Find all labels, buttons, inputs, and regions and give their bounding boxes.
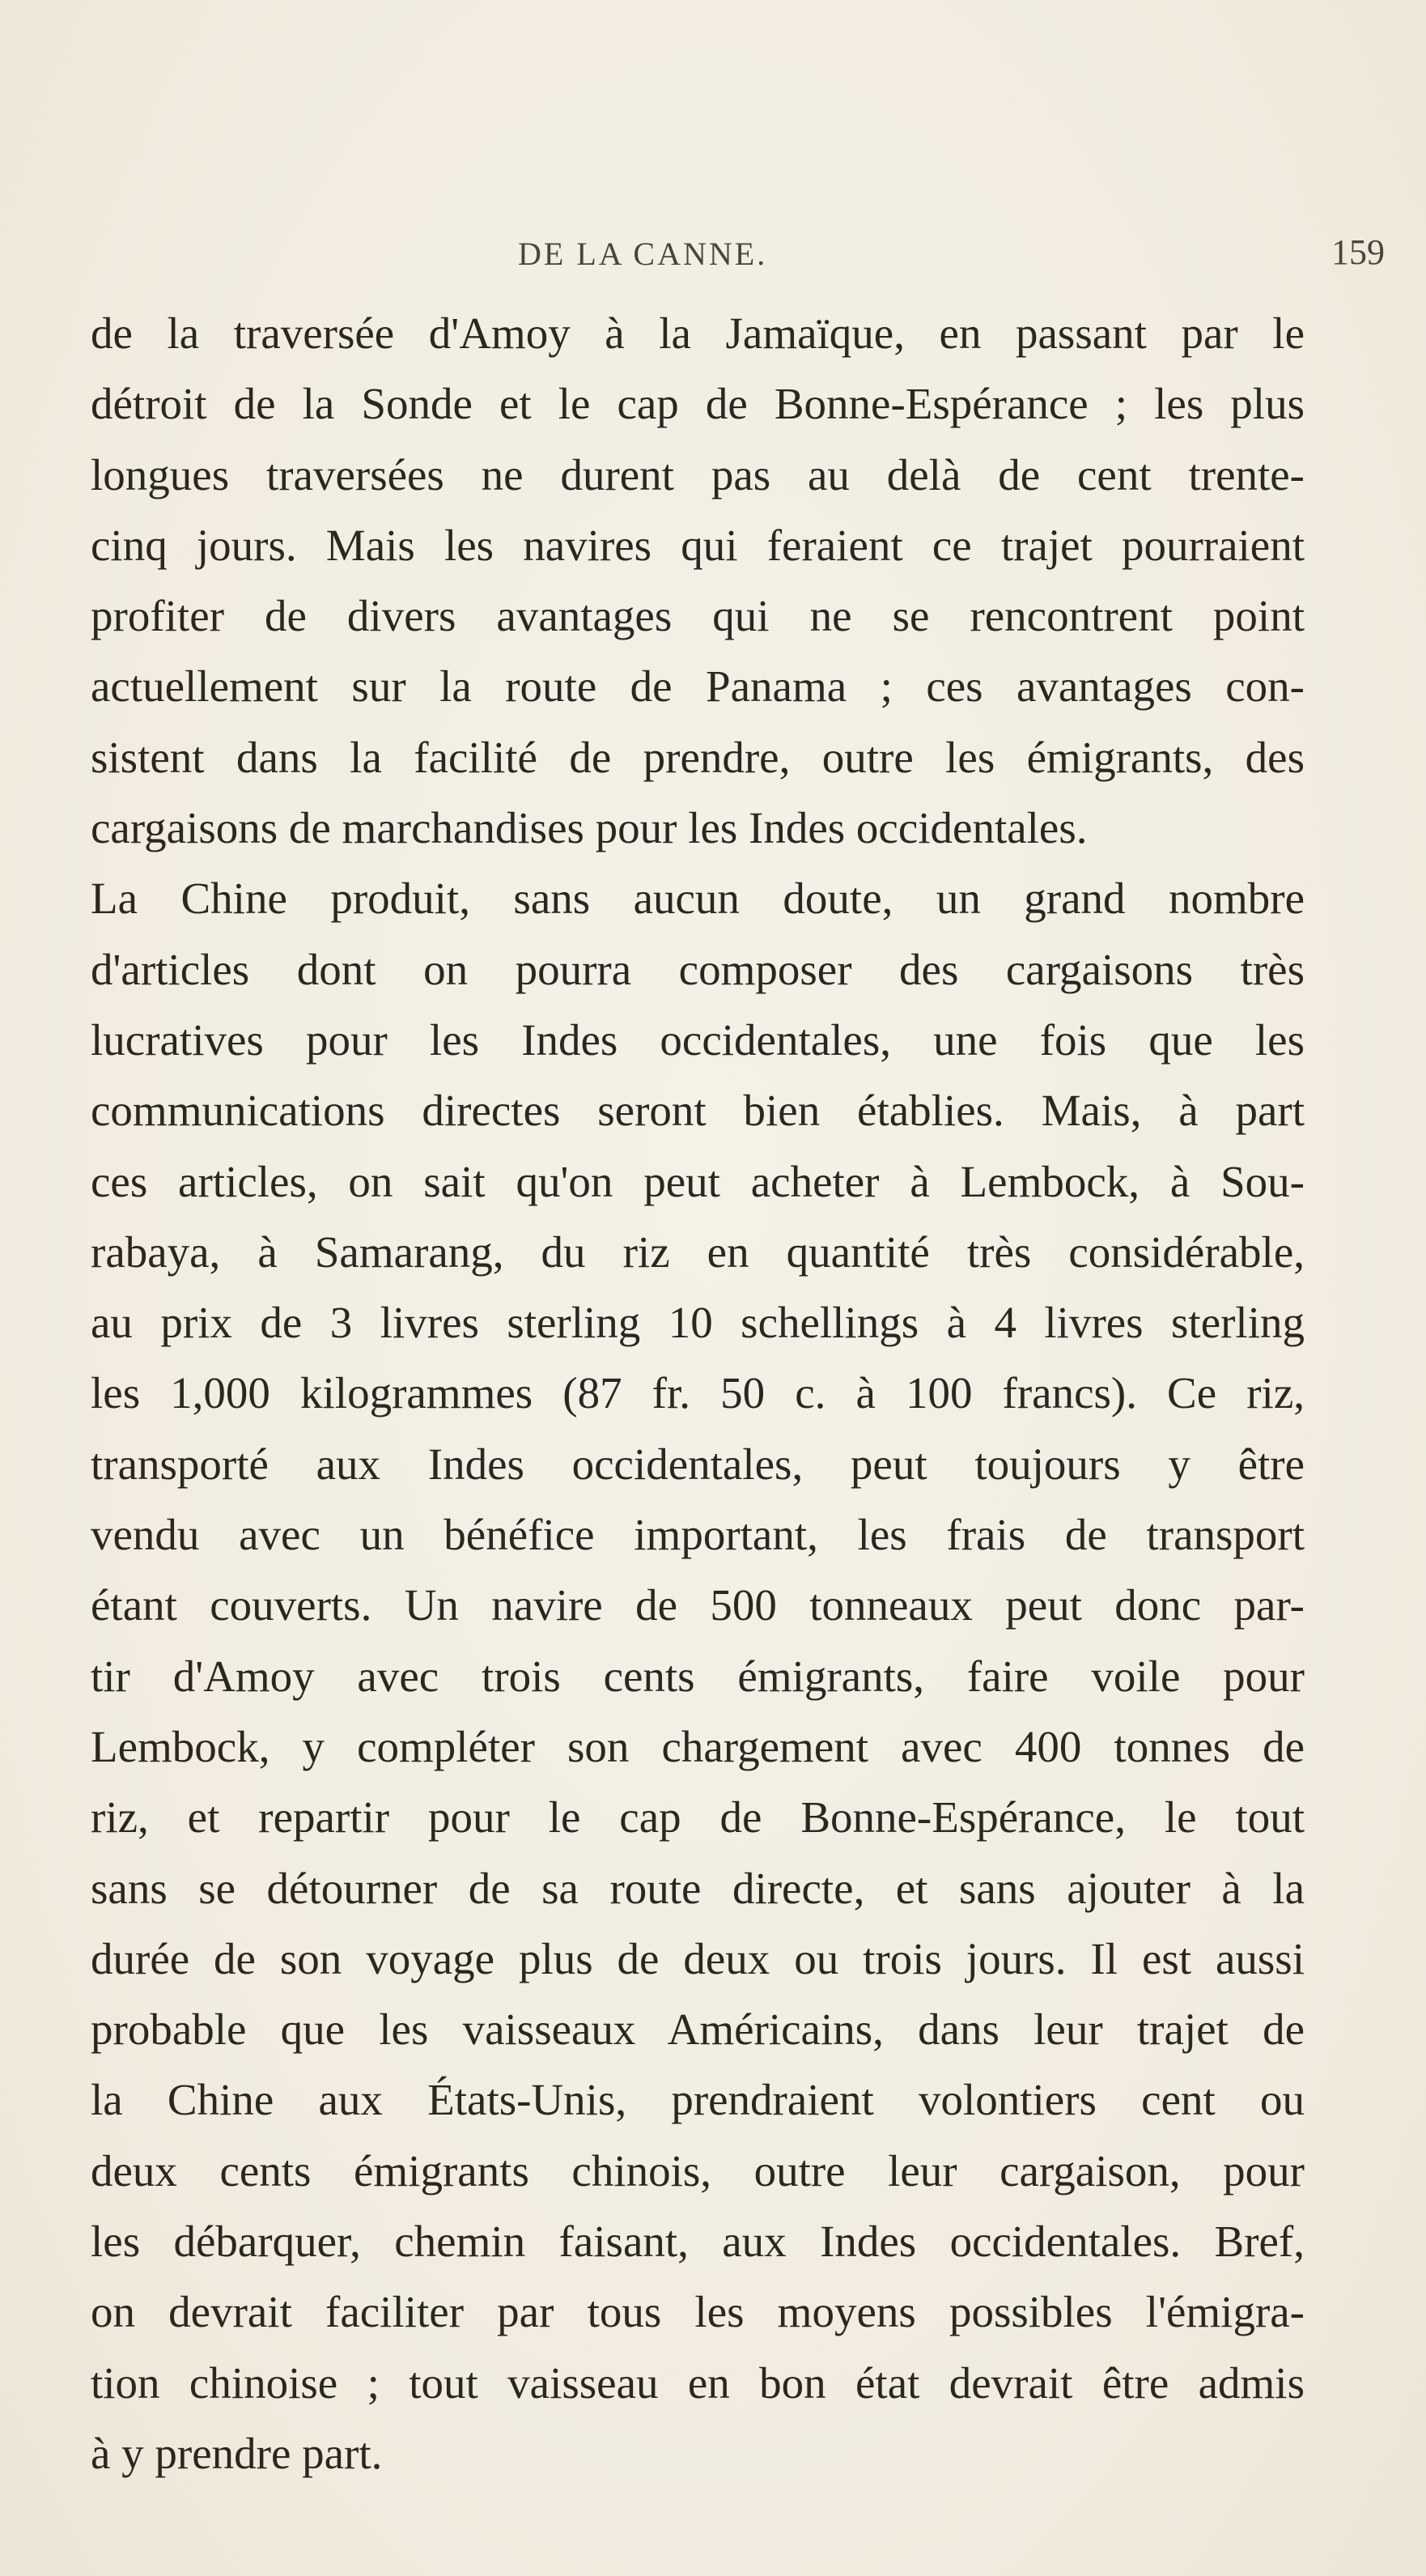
text-line: tion chinoise ; tout vaisseau en bon état devrait être admis <box>91 2357 1305 2408</box>
text-line: les débarquer, chemin faisant, aux Indes occidentales. Bref, <box>91 2217 1305 2267</box>
text-line: tir d'Amoy avec trois cents émigrants, faire voile pour <box>91 1651 1305 1701</box>
text-line: durée de son voyage plus de deux ou trois jours. Il est aussi <box>91 1933 1305 1983</box>
text-line: cinq jours. Mais les navires qui feraient ce trajet pourraient <box>91 520 1305 570</box>
text-line: sistent dans la facilité de prendre, outre les émigrants, des <box>91 732 1305 782</box>
text-line: riz, et repartir pour le cap de Bonne-Espérance, le tout <box>91 1792 1305 1843</box>
text-line: Lembock, y compléter son chargement avec 400 tonnes de <box>91 1721 1305 1771</box>
text-line: longues traversées ne durent pas au delà de cent trente- <box>91 449 1305 499</box>
text-line: probable que les vaisseaux Américains, dans leur trajet de <box>91 2004 1305 2055</box>
text-line: deux cents émigrants chinois, outre leur cargaison, pour <box>91 2145 1305 2196</box>
text-line: sans se détourner de sa route directe, et sans ajouter à la <box>91 1863 1305 1913</box>
text-line: la Chine aux États-Unis, prendraient volontiers cent ou <box>91 2075 1305 2125</box>
text-line: transporté aux Indes occidentales, peut toujours y être <box>91 1439 1305 1489</box>
text-line: vendu avec un bénéfice important, les frais de transport <box>91 1510 1305 1560</box>
page-number: 159 <box>1331 232 1385 272</box>
text-line: de la traversée d'Amoy à la Jamaïque, en passant par le <box>91 308 1305 358</box>
text-line: actuellement sur la route de Panama ; ces avantages con- <box>91 661 1305 712</box>
text-line: à y prendre part. <box>91 2428 383 2478</box>
text-line: on devrait faciliter par tous les moyens possibles l'émigra- <box>91 2287 1305 2337</box>
text-line: d'articles dont on pourra composer des cargaisons très <box>91 944 1305 994</box>
text-line: cargaisons de marchandises pour les Indes occidentales. <box>91 803 1088 853</box>
page-header <box>0 232 1426 283</box>
text-line: les 1,000 kilogrammes (87 fr. 50 c. à 100 francs). Ce riz, <box>91 1368 1305 1418</box>
text-line: profiter de divers avantages qui ne se rencontrent point <box>91 591 1305 641</box>
running-title: DE LA CANNE. <box>518 236 768 272</box>
text-line: La Chine produit, sans aucun doute, un grand nombre <box>91 874 1305 924</box>
text-line: communications directes seront bien établies. Mais, à part <box>91 1086 1305 1136</box>
text-line: lucratives pour les Indes occidentales, une fois que les <box>91 1014 1305 1065</box>
text-line: étant couverts. Un navire de 500 tonneaux peut donc par- <box>91 1580 1305 1630</box>
text-line: détroit de la Sonde et le cap de Bonne-Espérance ; les plus <box>91 379 1305 429</box>
text-line: rabaya, à Samarang, du riz en quantité très considérable, <box>91 1226 1305 1277</box>
text-line: au prix de 3 livres sterling 10 schellings à 4 livres sterling <box>91 1298 1305 1348</box>
text-line: ces articles, on sait qu'on peut acheter à Lembock, à Sou- <box>91 1156 1305 1206</box>
body-text <box>91 298 1305 2489</box>
